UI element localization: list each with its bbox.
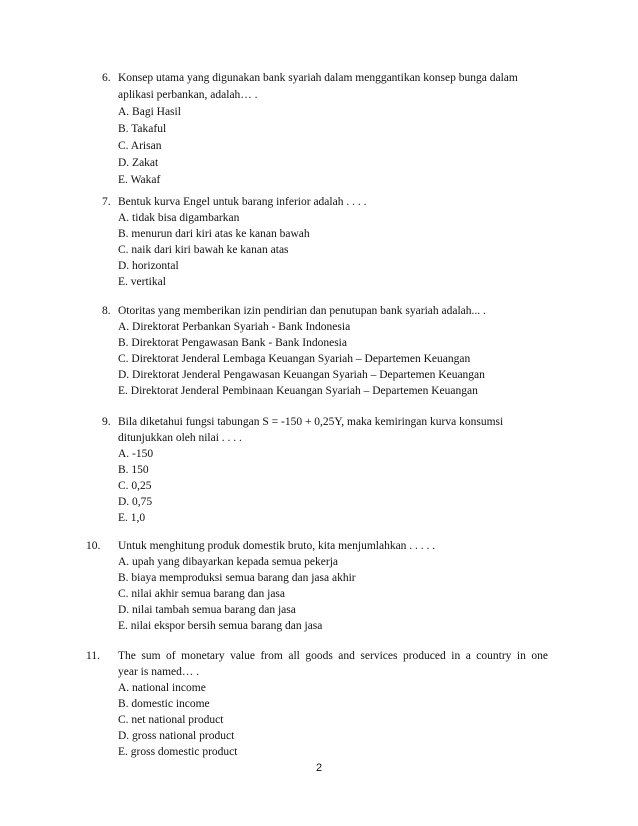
option-d: D. gross national product (118, 730, 235, 742)
question-text-line1: Konsep utama yang digunakan bank syariah dalam menggantikan konsep bunga dalam (118, 72, 518, 84)
option-a: A. tidak bisa digambarkan (118, 212, 240, 224)
option-e: E. nilai ekspor bersih semua barang dan jasa (118, 620, 323, 632)
question-text-line1: The sum of monetary value from all goods and services produced in a country in one (118, 650, 548, 662)
question-number: 8. (102, 305, 111, 317)
question-text-line1: Bentuk kurva Engel untuk barang inferior adalah . . . . (118, 196, 367, 208)
option-d: D. nilai tambah semua barang dan jasa (118, 604, 296, 616)
question-text-line2: ditunjukkan oleh nilai . . . . (118, 432, 242, 444)
page-number: 2 (315, 762, 323, 774)
option-e: E. gross domestic product (118, 746, 238, 758)
option-a: A. -150 (118, 448, 154, 460)
option-c: C. naik dari kiri bawah ke kanan atas (118, 244, 289, 256)
option-c: C. Arisan (118, 140, 162, 152)
option-b: B. 150 (118, 464, 149, 476)
option-a: A. national income (118, 682, 206, 694)
option-c: C. Direktorat Jenderal Lembaga Keuangan Syariah – Departemen Keuangan (118, 353, 471, 365)
option-e: E. vertikal (118, 276, 166, 288)
question-text-line2: year is named… . (118, 666, 200, 678)
option-d: D. horizontal (118, 260, 179, 272)
question-text-line1: Bila diketahui fungsi tabungan S = -150 + 0,25Y, maka kemiringan kurva konsumsi (118, 416, 504, 428)
option-c: C. nilai akhir semua barang dan jasa (118, 588, 286, 600)
option-d: D. Zakat (118, 157, 159, 169)
question-number: 6. (102, 72, 111, 84)
option-b: B. domestic income (118, 698, 210, 710)
option-d: D. Direktorat Jenderal Pengawasan Keuangan Syariah – Departemen Keuangan (118, 369, 485, 381)
option-a: A. upah yang dibayarkan kepada semua pekerja (118, 556, 339, 568)
question-number: 11. (86, 650, 100, 662)
option-c: C. 0,25 (118, 480, 152, 492)
option-c: C. net national product (118, 714, 224, 726)
option-e: E. 1,0 (118, 512, 146, 524)
option-e: E. Wakaf (118, 174, 161, 186)
option-a: A. Bagi Hasil (118, 106, 181, 118)
option-b: B. menurun dari kiri atas ke kanan bawah (118, 228, 310, 240)
option-b: B. Takaful (118, 123, 167, 135)
question-text-line1: Untuk menghitung produk domestik bruto, kita menjumlahkan . . . . . (118, 540, 436, 552)
option-d: D. 0,75 (118, 496, 153, 508)
question-number: 7. (102, 196, 111, 208)
option-a: A. Direktorat Perbankan Syariah - Bank Indonesia (118, 321, 351, 333)
option-b: B. Direktorat Pengawasan Bank - Bank Indonesia (118, 337, 347, 349)
option-b: B. biaya memproduksi semua barang dan jasa akhir (118, 572, 356, 584)
option-e: E. Direktorat Jenderal Pembinaan Keuangan Syariah – Departemen Keuangan (118, 385, 478, 397)
question-number: 10. (86, 540, 101, 552)
question-number: 9. (102, 416, 111, 428)
question-text-line2: aplikasi perbankan, adalah… . (118, 89, 258, 101)
question-text-line1: Otoritas yang memberikan izin pendirian dan penutupan bank syariah adalah... . (118, 305, 486, 317)
